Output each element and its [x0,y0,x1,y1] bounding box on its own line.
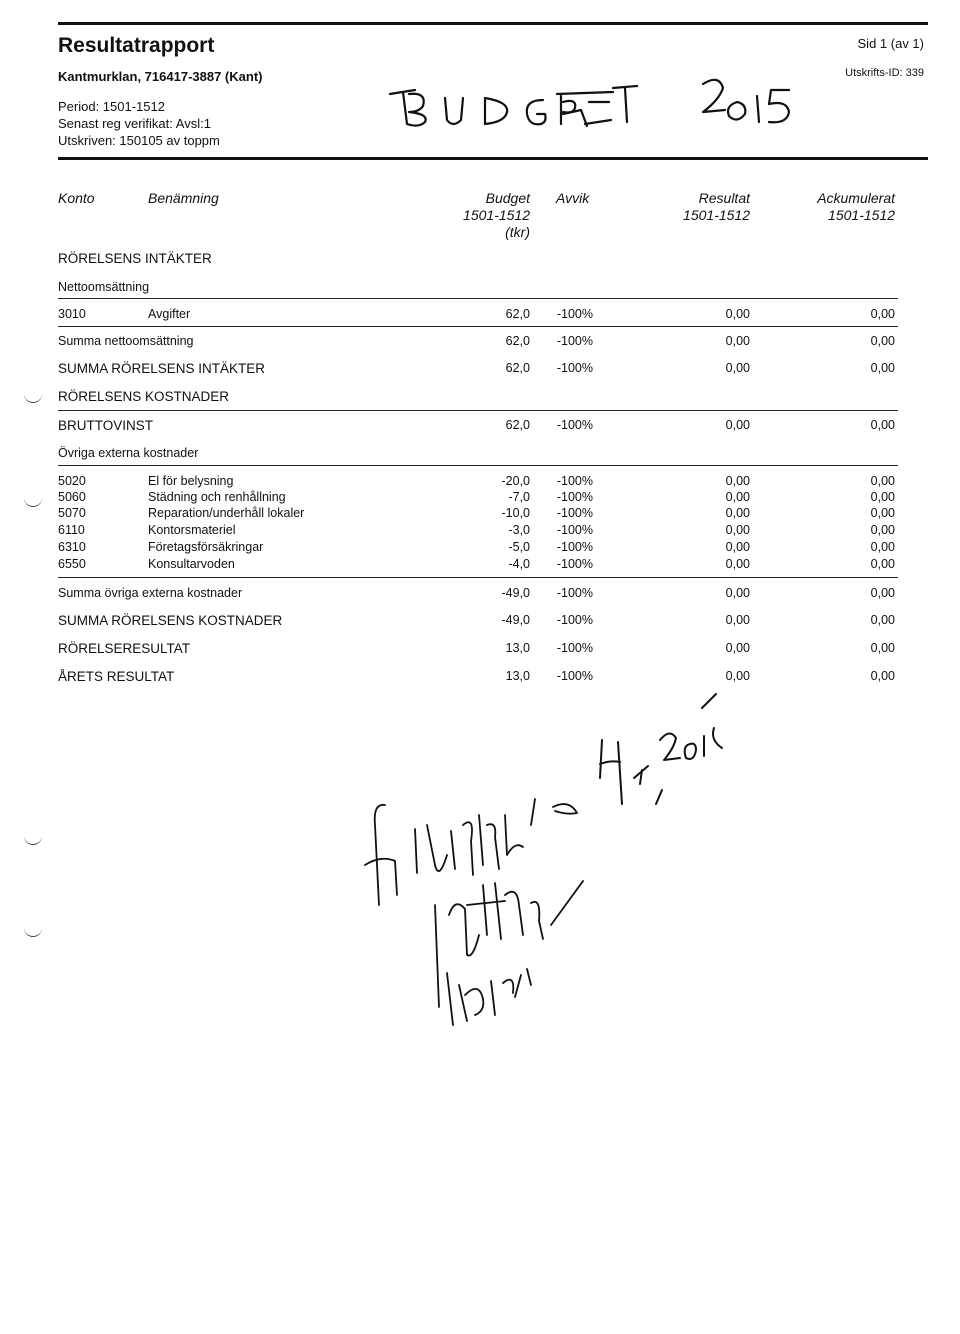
resultat-value: 0,00 [725,418,750,432]
budget-value: 13,0 [505,669,530,683]
col-resultat: Resultat [698,190,750,206]
resultat-value: 0,00 [725,557,750,571]
resultat-value: 0,00 [725,641,750,655]
avvik-value: -100% [556,334,593,348]
ack-value: 0,00 [870,613,895,627]
ack-value: 0,00 [870,641,895,655]
account-number: 6310 [58,540,86,554]
resultat-value: 0,00 [725,540,750,554]
avvik-value: -100% [556,641,593,655]
budget-value: -3,0 [508,523,530,537]
resultat-value: 0,00 [725,361,750,375]
section-intakter: RÖRELSENS INTÄKTER [58,251,212,266]
header-rule [58,157,928,160]
col-budget-unit: (tkr) [505,224,530,240]
handwritten-signature [355,785,595,1025]
avvik-value: -100% [556,474,593,488]
budget-value: 13,0 [505,641,530,655]
printed-info: Utskriven: 150105 av toppm [58,133,220,148]
avvik-value: -100% [556,613,593,627]
avvik-value: -100% [556,669,593,683]
col-konto: Konto [58,190,95,206]
section-rule [58,410,898,411]
ack-value: 0,00 [870,307,895,321]
account-number: 5020 [58,474,86,488]
account-name: Reparation/underhåll lokaler [148,506,305,520]
account-name: El för belysning [148,474,234,488]
account-name: Avgifter [148,307,191,321]
budget-value: -49,0 [501,613,530,627]
page-number: Sid 1 (av 1) [857,36,924,51]
arets-resultat-label: ÅRETS RESULTAT [58,669,175,684]
ack-value: 0,00 [870,474,895,488]
handwritten-date [590,700,740,810]
col-budget: Budget [485,190,530,206]
rorelseresultat-label: RÖRELSERESULTAT [58,641,191,656]
col-avvik: Avvik [556,190,590,206]
scan-mark [24,394,42,403]
avvik-value: -100% [556,557,593,571]
budget-value: 62,0 [505,361,530,375]
section-rule [58,577,898,578]
account-name: Kontorsmateriel [148,523,236,537]
ack-value: 0,00 [870,557,895,571]
resultat-value: 0,00 [725,506,750,520]
summa-intakter-label: SUMMA RÖRELSENS INTÄKTER [58,361,266,376]
resultat-value: 0,00 [725,669,750,683]
print-id: Utskrifts-ID: 339 [845,67,924,79]
ack-value: 0,00 [870,490,895,504]
resultat-value: 0,00 [725,334,750,348]
ack-value: 0,00 [870,523,895,537]
budget-value: 62,0 [505,418,530,432]
company-name: Kantmurklan, 716417-3887 (Kant) [58,69,263,84]
summa-nettoomsattning-label: Summa nettoomsättning [58,334,194,348]
col-budget-period: 1501-1512 [463,207,530,223]
ack-value: 0,00 [870,361,895,375]
account-number: 5060 [58,490,86,504]
handwritten-budget-heading [385,62,825,132]
avvik-value: -100% [556,523,593,537]
scan-mark [24,836,42,845]
avvik-value: -100% [556,506,593,520]
resultat-value: 0,00 [725,523,750,537]
scan-mark [24,928,42,937]
avvik-value: -100% [556,418,593,432]
section-externa: Övriga externa kostnader [58,446,199,460]
resultat-value: 0,00 [725,307,750,321]
section-rule [58,298,898,299]
avvik-value: -100% [556,361,593,375]
summa-externa-label: Summa övriga externa kostnader [58,586,243,600]
account-number: 6110 [58,523,85,537]
budget-value: -5,0 [508,540,530,554]
scan-mark [24,498,42,507]
resultat-value: 0,00 [725,586,750,600]
ack-value: 0,00 [870,334,895,348]
account-number: 6550 [58,557,86,571]
budget-value: -49,0 [501,586,530,600]
resultat-value: 0,00 [725,613,750,627]
bruttovinst-label: BRUTTOVINST [58,418,154,433]
budget-value: -7,0 [508,490,530,504]
account-number: 3010 [58,307,86,321]
top-rule [58,22,928,25]
account-name: Städning och renhållning [148,490,286,504]
avvik-value: -100% [556,490,593,504]
avvik-value: -100% [556,540,593,554]
section-rule [58,465,898,466]
last-voucher: Senast reg verifikat: Avsl:1 [58,116,211,131]
col-resultat-period: 1501-1512 [683,207,750,223]
account-name: Konsultarvoden [148,557,235,571]
account-number: 5070 [58,506,86,520]
col-ackumulerat-period: 1501-1512 [828,207,895,223]
section-nettoomsattning: Nettoomsättning [58,280,150,294]
col-ackumulerat: Ackumulerat [817,190,895,206]
ack-value: 0,00 [870,669,895,683]
avvik-value: -100% [556,586,593,600]
budget-value: -4,0 [508,557,530,571]
avvik-value: -100% [556,307,593,321]
account-name: Företagsförsäkringar [148,540,264,554]
ack-value: 0,00 [870,506,895,520]
period: Period: 1501-1512 [58,99,165,114]
budget-value: 62,0 [505,334,530,348]
report-title: Resultatrapport [58,34,215,57]
ack-value: 0,00 [870,586,895,600]
budget-value: 62,0 [505,307,530,321]
budget-value: -20,0 [501,474,530,488]
col-benamning: Benämning [148,190,219,206]
budget-value: -10,0 [501,506,530,520]
ack-value: 0,00 [870,540,895,554]
resultat-value: 0,00 [725,474,750,488]
resultat-value: 0,00 [725,490,750,504]
ack-value: 0,00 [870,418,895,432]
summa-kostnader-label: SUMMA RÖRELSENS KOSTNADER [58,613,283,628]
section-rule [58,326,898,327]
section-kostnader: RÖRELSENS KOSTNADER [58,389,230,404]
